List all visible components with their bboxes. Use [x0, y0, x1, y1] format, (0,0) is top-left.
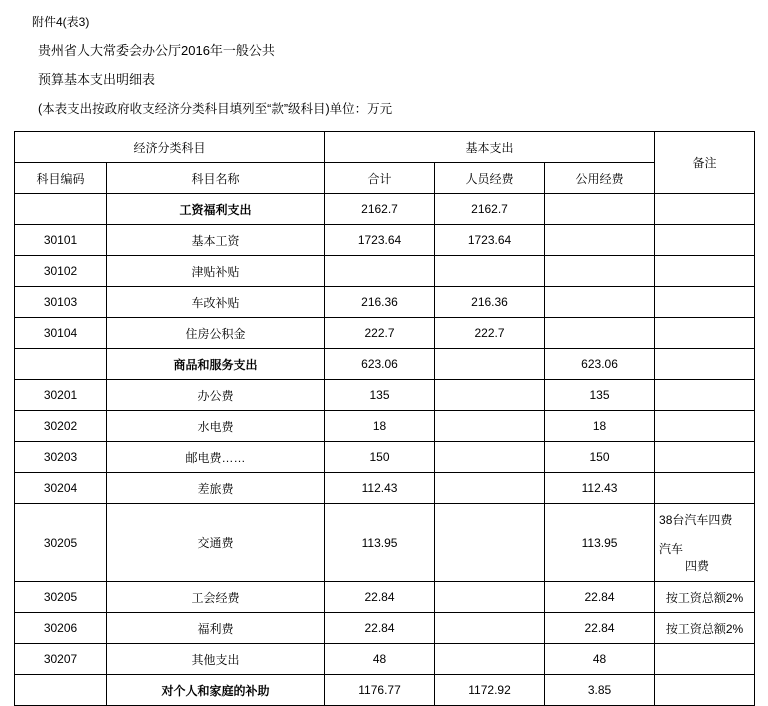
cell-total: 150 [325, 442, 435, 473]
cell-person [435, 411, 545, 442]
cell-person: 216.36 [435, 287, 545, 318]
document-note: (本表支出按政府收支经济分类科目填列至“款”级科目)单位：万元 [38, 102, 393, 116]
table-row [15, 194, 755, 225]
table-row [15, 287, 755, 318]
header-remark: 备注 [655, 132, 755, 194]
cell-person [435, 380, 545, 411]
cell-name: 商品和服务支出 [107, 349, 325, 380]
cell-public: 623.06 [545, 349, 655, 380]
cell-name: 住房公积金 [107, 318, 325, 349]
cell-name: 工会经费 [107, 582, 325, 613]
cell-person [435, 349, 545, 380]
cell-remark [655, 473, 755, 504]
remark-line-3: 四费 [685, 559, 710, 573]
cell-person: 1723.64 [435, 225, 545, 256]
remark-text-block [659, 510, 750, 575]
table-row [15, 442, 755, 473]
cell-remark [655, 380, 755, 411]
cell-public [545, 225, 655, 256]
cell-remark [655, 318, 755, 349]
cell-public: 22.84 [545, 582, 655, 613]
document-header [14, 0, 754, 118]
cell-remark: 按工资总额2% [655, 582, 755, 613]
cell-code: 30101 [15, 225, 107, 256]
cell-public: 112.43 [545, 473, 655, 504]
cell-code: 30204 [15, 473, 107, 504]
cell-total: 113.95 [325, 504, 435, 582]
cell-public: 135 [545, 380, 655, 411]
cell-remark [655, 287, 755, 318]
table-row [15, 349, 755, 380]
cell-name: 工资福利支出 [107, 194, 325, 225]
cell-public [545, 194, 655, 225]
cell-remark [655, 411, 755, 442]
cell-public: 113.95 [545, 504, 655, 582]
cell-code: 30207 [15, 644, 107, 675]
cell-remark [655, 644, 755, 675]
header-column-name: 科目名称 [107, 163, 325, 194]
cell-remark: 按工资总额2% [655, 613, 755, 644]
attachment-label: 附件4(表3) [32, 15, 90, 29]
cell-total: 18 [325, 411, 435, 442]
cell-remark [655, 675, 755, 706]
remark-line-2: 汽车 [659, 542, 684, 556]
cell-total: 112.43 [325, 473, 435, 504]
cell-name: 交通费 [107, 504, 325, 582]
remark-line-1: 38台汽车四费 [659, 513, 733, 527]
cell-person [435, 256, 545, 287]
cell-person [435, 473, 545, 504]
document-title-line-2: 预算基本支出明细表 [38, 72, 156, 87]
cell-name: 差旅费 [107, 473, 325, 504]
cell-person [435, 504, 545, 582]
cell-person [435, 644, 545, 675]
cell-public: 48 [545, 644, 655, 675]
cell-name: 津贴补贴 [107, 256, 325, 287]
cell-code: 30102 [15, 256, 107, 287]
cell-name: 水电费 [107, 411, 325, 442]
table-row [15, 675, 755, 706]
cell-code: 30205 [15, 582, 107, 613]
table-header-column-row [15, 163, 755, 194]
cell-public: 18 [545, 411, 655, 442]
cell-total: 22.84 [325, 613, 435, 644]
table-row [15, 473, 755, 504]
table-row [15, 225, 755, 256]
header-column-person: 人员经费 [435, 163, 545, 194]
table-row [15, 582, 755, 613]
remark-spacer [659, 529, 750, 541]
cell-remark [655, 194, 755, 225]
cell-remark [655, 504, 755, 582]
header-economic-category: 经济分类科目 [15, 132, 325, 163]
cell-person: 2162.7 [435, 194, 545, 225]
cell-total: 135 [325, 380, 435, 411]
table-row [15, 318, 755, 349]
table-row [15, 644, 755, 675]
cell-name: 邮电费…… [107, 442, 325, 473]
cell-public: 3.85 [545, 675, 655, 706]
cell-total: 216.36 [325, 287, 435, 318]
cell-public: 22.84 [545, 613, 655, 644]
cell-code [15, 675, 107, 706]
table-row [15, 504, 755, 582]
cell-remark [655, 225, 755, 256]
budget-table [14, 131, 755, 706]
cell-code: 30103 [15, 287, 107, 318]
cell-total: 1723.64 [325, 225, 435, 256]
cell-total: 22.84 [325, 582, 435, 613]
cell-total: 1176.77 [325, 675, 435, 706]
cell-name: 对个人和家庭的补助 [107, 675, 325, 706]
header-basic-expenditure: 基本支出 [325, 132, 655, 163]
table-row [15, 380, 755, 411]
cell-total: 2162.7 [325, 194, 435, 225]
cell-person: 1172.92 [435, 675, 545, 706]
cell-public [545, 256, 655, 287]
cell-name: 车改补贴 [107, 287, 325, 318]
table-body [15, 194, 755, 706]
cell-person: 222.7 [435, 318, 545, 349]
cell-public [545, 287, 655, 318]
cell-name: 办公费 [107, 380, 325, 411]
cell-total: 222.7 [325, 318, 435, 349]
cell-public: 150 [545, 442, 655, 473]
cell-code: 30202 [15, 411, 107, 442]
document-title-line-1: 贵州省人大常委会办公厅2016年一般公共 [38, 43, 275, 58]
table-header [15, 132, 755, 194]
table-row [15, 411, 755, 442]
header-column-code: 科目编码 [15, 163, 107, 194]
header-column-public: 公用经费 [545, 163, 655, 194]
cell-name: 基本工资 [107, 225, 325, 256]
cell-name: 福利费 [107, 613, 325, 644]
cell-code: 30206 [15, 613, 107, 644]
table-row [15, 256, 755, 287]
cell-total: 623.06 [325, 349, 435, 380]
cell-code: 30104 [15, 318, 107, 349]
cell-code: 30201 [15, 380, 107, 411]
cell-total: 48 [325, 644, 435, 675]
cell-code [15, 194, 107, 225]
header-column-total: 合计 [325, 163, 435, 194]
cell-public [545, 318, 655, 349]
table-row [15, 613, 755, 644]
cell-person [435, 582, 545, 613]
cell-person [435, 442, 545, 473]
cell-remark [655, 349, 755, 380]
cell-person [435, 613, 545, 644]
cell-remark [655, 256, 755, 287]
cell-code: 30203 [15, 442, 107, 473]
cell-code [15, 349, 107, 380]
cell-total [325, 256, 435, 287]
cell-code: 30205 [15, 504, 107, 582]
cell-remark [655, 442, 755, 473]
cell-name: 其他支出 [107, 644, 325, 675]
table-header-group-row [15, 132, 755, 163]
